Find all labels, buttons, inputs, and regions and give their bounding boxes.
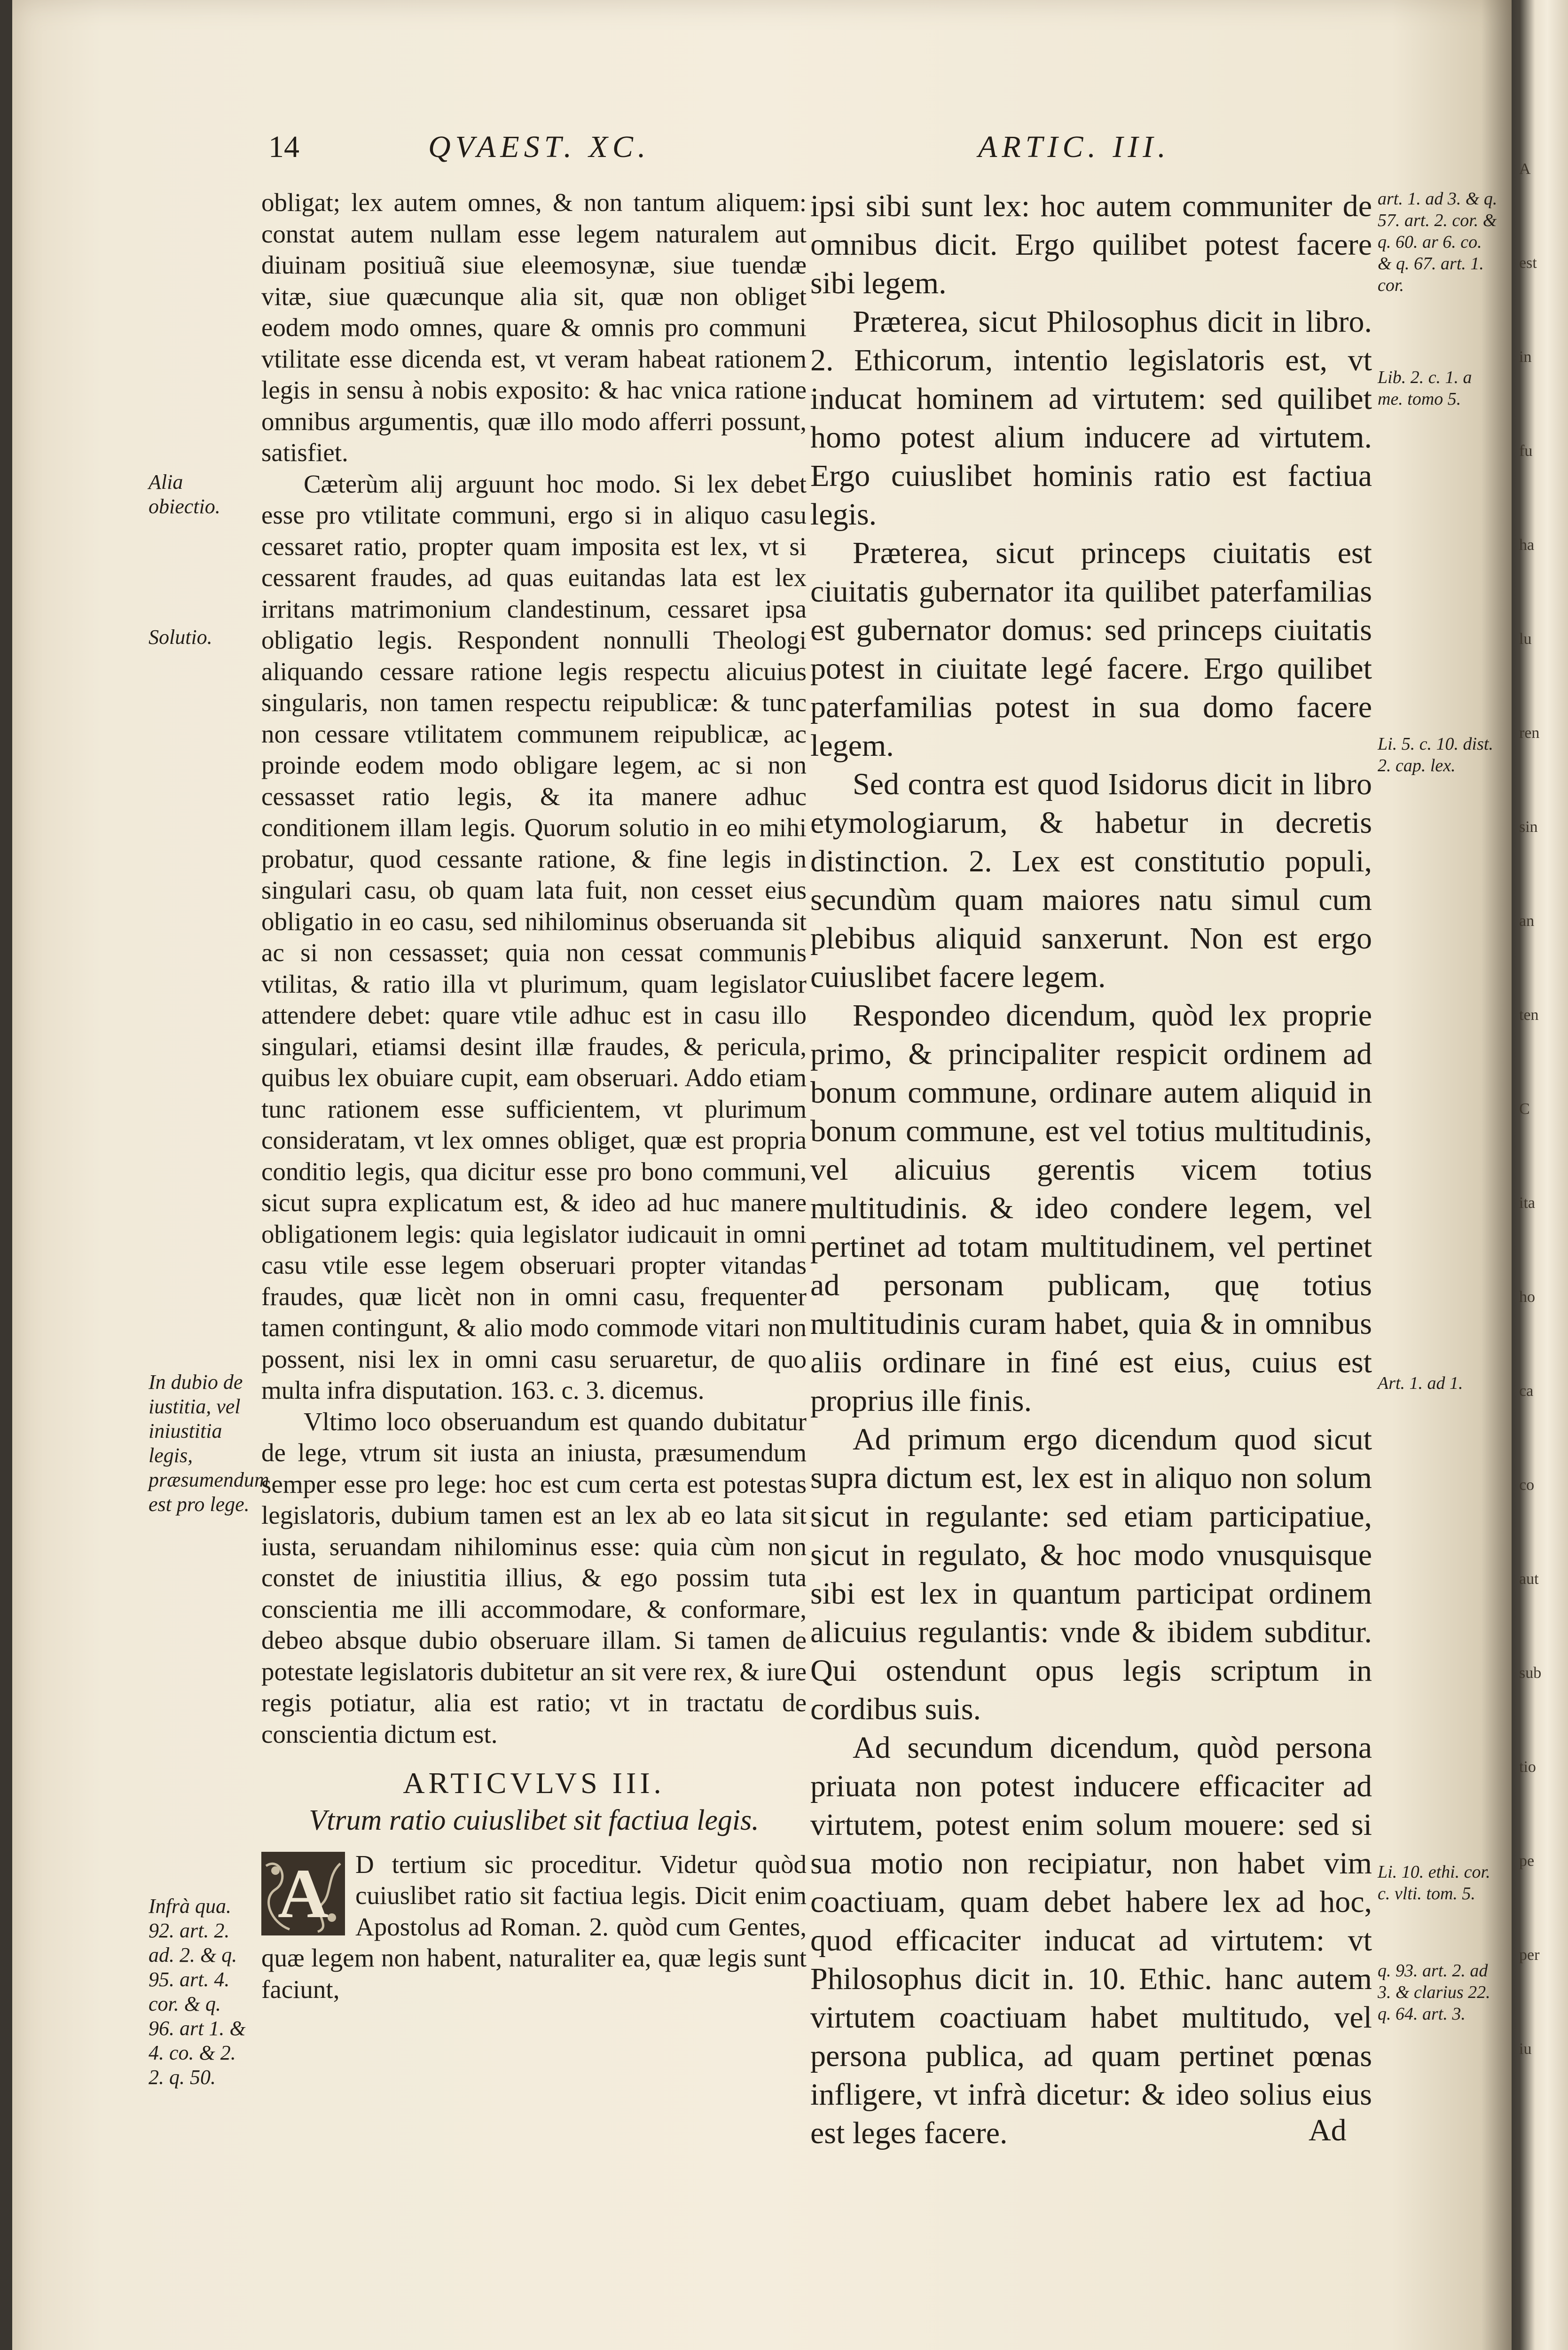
margin-ref-6: q. 93. art. 2. ad 3. & clarius 22. q. 64. art. 3. [1378, 1961, 1490, 2024]
article-heading: ARTICVLVS III. [403, 1766, 665, 1800]
edge-fragment: lu [1519, 630, 1532, 648]
edge-fragment: tio [1519, 1758, 1536, 1776]
margin-note-reference: Infrà qua. 92. art. 2. ad. 2. & q. 95. art. 4. cor. & q. 96. art 1. & 4. co. & 2. 2. q. 50. [149, 1895, 246, 2089]
edge-fragment: fu [1519, 442, 1533, 460]
left-paragraph-3: Vltimo loco obseruandum est quando dubitatur de lege, vtrum sit iusta an iniusta, præsumendum semper esse pro lege: hoc est cum certa est potestas legislatoris, dubium tamen est an lex ab eo lata sit iusta, seruandam nihilominus esse: quia cùm non constet de iniustitia illius, & ego possim tuta conscientia me illi accommodare, & conformare, debeo absque dubio obseruare illam. Si tamen de potestate legislatoris dubitetur an sit vere rex, & iure regis potiatur, alia est ratio; vt in tractatu de conscientia dictum est. [261, 1407, 807, 1748]
margin-ref-4: Art. 1. ad 1. [1378, 1373, 1463, 1393]
decorated-initial [261, 1852, 345, 1935]
margin-ref-3: Li. 5. c. 10. dist. 2. cap. lex. [1378, 734, 1493, 776]
right-paragraph-5: Respondeo dicendum, quòd lex proprie primo, & principaliter respicit ordinem ad bonum commune, ordinare autem aliquid in bonum commune, est vel totius multitudinis, vel alicuius gerentis vicem totius multitudinis. & ideo condere legem, vel pertinet ad totam multitudinem, vel pertinet ad personam publicam, quę totius multitudinis curam habet, quia & in omnibus aliis ordinare in finé est eius, cuius est proprius ille finis. [810, 998, 1372, 1418]
margin-note-doubt: In dubio de iustitia, vel iniustitia legis, præsumendum est pro lege. [149, 1371, 269, 1516]
right-paragraph-2: Præterea, sicut Philosophus dicit in libro. 2. Ethicorum, intentio legislatoris est, vt inducat hominem ad virtutem: sed quilibet homo potest alium inducere ad virtutem. Ergo cuiuslibet hominis ratio est factiua legis. [810, 305, 1372, 532]
edge-fragment: pe [1519, 1852, 1535, 1870]
adjacent-page-fragments [1519, 155, 1568, 2176]
right-column [810, 187, 1372, 2153]
running-head-question: QVAEST. XC. [428, 130, 651, 164]
article-opening [261, 1849, 807, 2005]
edge-fragment: A [1519, 160, 1531, 178]
margin-ref-2: Lib. 2. c. 1. a me. tomo 5. [1378, 368, 1472, 409]
edge-fragment: ho [1519, 1288, 1535, 1306]
right-paragraph-6: Ad primum ergo dicendum quod sicut supra dictum est, lex est in aliquo non solum sicut in regulante: sed etiam participatiue, sicut in regulato, & hoc modo vnusquisque sibi est lex in quantum participat ordinem alicuius regulantis: vnde & ibidem subditur. Qui ostendunt opus legis scriptum in cordibus suis. [810, 1422, 1372, 1726]
left-column [261, 187, 807, 2005]
right-paragraph-7: Ad secundum dicendum, quòd persona priuata non potest inducere efficaciter ad virtutem, potest enim solum mouere: sed si sua motio non recipiatur, non habet vim coactiuam, quam debet habere lex ad hoc, quod efficaciter inducat ad virtutem: vt Philosophus dicit in. 10. Ethic. hanc autem virtutem coactiuam habet multitudo, vel persona publica, ad quam pertinet pœnas infligere, vt infrà dicetur: & ideo solius eius est leges facere. [810, 1731, 1372, 2150]
drop-cap-letter: A [277, 1854, 329, 1933]
edge-fragment: ten [1519, 1006, 1539, 1024]
right-paragraph-4: Sed contra est quod Isidorus dicit in libro etymologiarum, & habetur in decretis distinction. 2. Lex est constitutio populi, secundùm quam maiores natu simul cum plebibus aliquid sanxerunt. Non est ergo cuiuslibet facere legem. [810, 767, 1372, 994]
edge-fragment: ren [1519, 724, 1540, 742]
edge-fragment: sub [1519, 1664, 1542, 1682]
edge-fragment: iu [1519, 2040, 1532, 2058]
edge-fragment: est [1519, 254, 1537, 272]
edge-fragment: C [1519, 1100, 1530, 1118]
page-number: 14 [268, 130, 299, 164]
right-paragraph-1: ipsi sibi sunt lex: hoc autem communiter de omnibus dicit. Ergo quilibet potest facere sibi legem. [810, 189, 1372, 300]
margin-ref-1: art. 1. ad 3. & q. 57. art. 2. cor. & q. 60. ar 6. co. & q. 67. art. 1. cor. [1378, 189, 1497, 295]
edge-fragment: ita [1519, 1194, 1535, 1212]
edge-fragment: ca [1519, 1382, 1534, 1400]
margin-note-objection: Alia obiectio. [149, 470, 220, 518]
edge-fragment: in [1519, 348, 1532, 366]
left-paragraph-1: obligat; lex autem omnes, & non tantum aliquem: constat autem nullam esse legem naturalem aut diuinam positiuã siue eleemosynæ, siue tuendæ vitæ, siue quæcunque alia sit, quæ non obliget eodem modo omnes, quare & omnis pro communi vtilitate esse dicenda est, vt veram habeat rationem legis in sensu à nobis exposito: & hac vnica ratione omnibus argumentis, quæ illo modo afferri possunt, satisfiet. [261, 188, 807, 467]
catchword: Ad [1309, 2113, 1347, 2147]
edge-fragment: an [1519, 912, 1535, 930]
edge-fragment: sin [1519, 818, 1538, 836]
book-page [12, 0, 1512, 2350]
left-paragraph-4: D tertium sic proceditur. Videtur quòd cuiuslibet ratio sit factiua legis. Dicit enim Apostolus ad Roman. 2. quòd cum Gentes, quæ legem non habent, naturaliter ea, quæ legis sunt faciunt, [261, 1849, 807, 2004]
right-paragraph-3: Præterea, sicut princeps ciuitatis est ciuitatis gubernator ita quilibet paterfamilias est gubernator domus: sed princeps ciuitatis potest in ciuitate legé facere. Ergo quilibet paterfamilias potest in sua domo facere legem. [810, 536, 1372, 763]
margin-ref-5: Li. 10. ethi. cor. c. vlti. tom. 5. [1378, 1862, 1490, 1904]
margin-note-solution: Solutio. [149, 626, 212, 649]
edge-fragment: ha [1519, 536, 1535, 554]
edge-fragment: co [1519, 1476, 1535, 1494]
article-title: Vtrum ratio cuiuslibet sit factiua legis. [309, 1804, 759, 1836]
edge-fragment: per [1519, 1946, 1540, 1964]
running-head-article: ARTIC. III. [978, 130, 1170, 164]
left-paragraph-2: Cæterùm alij arguunt hoc modo. Si lex debet esse pro vtilitate communi, ergo si in aliquo casu cessaret ratio, propter quam imposita est lex, vt si cessarent fraudes, ad quas euitandas lata est lex irritans matrimonium clandestinum, cessaret ipsa obligatio legis. Respondent nonnulli Theologi aliquando cessare ratione legis respectu alicuius singularis, non tamen respectu reipublicæ: & tunc non cessare vtilitatem communem reipublicæ, ac proinde eodem modo obligare legem, ac si non cessasset ratio legis, & ita manere adhuc conditionem illam legis. Quorum solutio in eo mihi probatur, quod cessante ratione, & fine legis in singulari casu, ob quam lata fuit, non cesset eius obligatio in eo casu, sed nihilominus obseruanda sit ac si non cessasset; quia non cessat communis vtilitas, & ratio illa vt plurimum, quam legislator attendere debet: quare vtile adhuc est in casu illo singulari, etiamsi desint illæ fraudes, & pericula, quibus lex obuiare cupit, eam obseruari. Addo etiam tunc rationem esse sufficientem, vt plurimum consideratam, vt lex omnes obliget, quæ est propria conditio legis, qua dicitur esse pro bono communi, sicut supra explicatum est, & ideo ad huc manere obligationem legis: quia legislator iudicauit in omni casu vtile esse legem obseruari propter vitandas fraudes, quæ licèt non in omni casu, frequenter tamen contingunt, & alio modo commode vitari non possent, nisi lex in omni casu seruaretur, de quo multa infra disputation. 163. c. 3. dicemus. [261, 469, 807, 1404]
edge-fragment: aut [1519, 1570, 1539, 1588]
